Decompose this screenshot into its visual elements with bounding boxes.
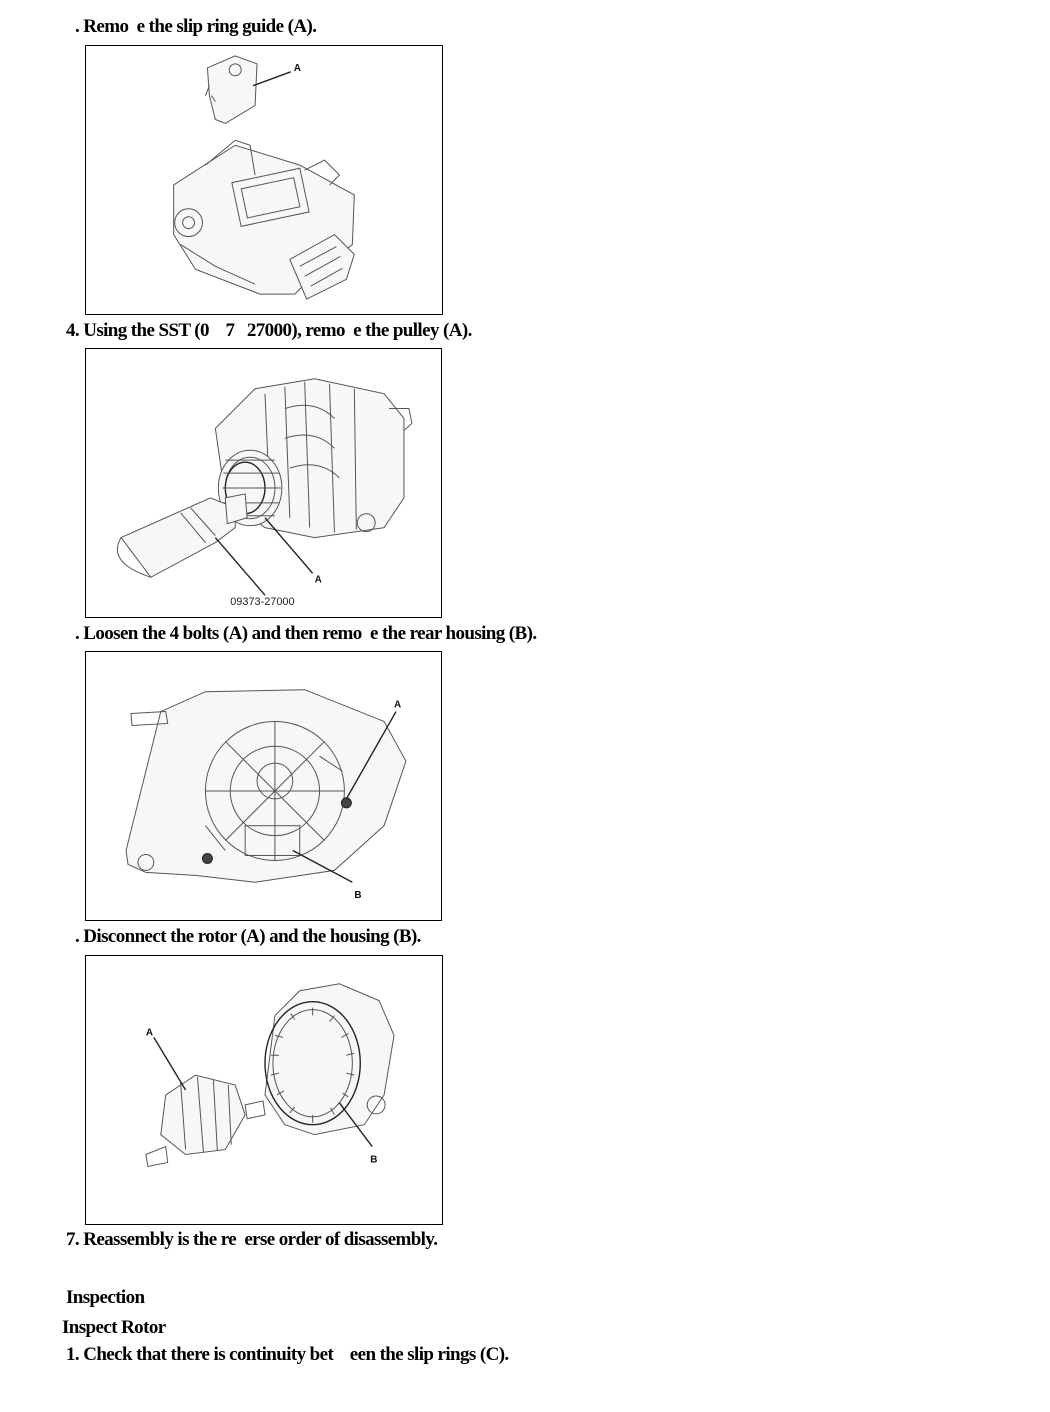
rotor-housing-illustration: [86, 956, 442, 1224]
figure-3-label-b: B: [354, 890, 362, 902]
step-reassembly: 7. Reassembly is the re erse order of disassembly.: [66, 1229, 438, 1250]
figure-rotor-housing: [85, 955, 443, 1225]
rear-housing-illustration: [86, 652, 441, 920]
figure-2-label-a: A: [314, 574, 322, 586]
figure-1-label-a: A: [293, 62, 301, 74]
slip-ring-guide-illustration: [86, 46, 442, 314]
section-subtitle-inspect-rotor: Inspect Rotor: [62, 1317, 166, 1338]
figure-3-label-a: A: [394, 699, 402, 711]
step-remove-slip-ring-guide: . Remo e the slip ring guide (A).: [75, 16, 317, 37]
figure-2-tool-code: 09373-27000: [230, 596, 295, 609]
step-disconnect-rotor-housing: . Disconnect the rotor (A) and the housing (B).: [75, 926, 421, 947]
section-title-inspection: Inspection: [66, 1287, 145, 1308]
step-check-continuity: 1. Check that there is continuity bet een the slip rings (C).: [66, 1344, 509, 1365]
pulley-removal-illustration: [86, 349, 441, 617]
figure-4-label-a: A: [145, 1027, 154, 1039]
figure-slip-ring-guide: [85, 45, 443, 315]
figure-4-label-b: B: [370, 1154, 378, 1166]
step-loosen-bolts-remove-housing: . Loosen the 4 bolts (A) and then remo e the rear housing (B).: [75, 623, 537, 644]
step-remove-pulley: 4. Using the SST (0 7 27000), remo e the pulley (A).: [66, 320, 472, 341]
figure-pulley-removal: [85, 348, 442, 618]
figure-rear-housing: [85, 651, 442, 921]
